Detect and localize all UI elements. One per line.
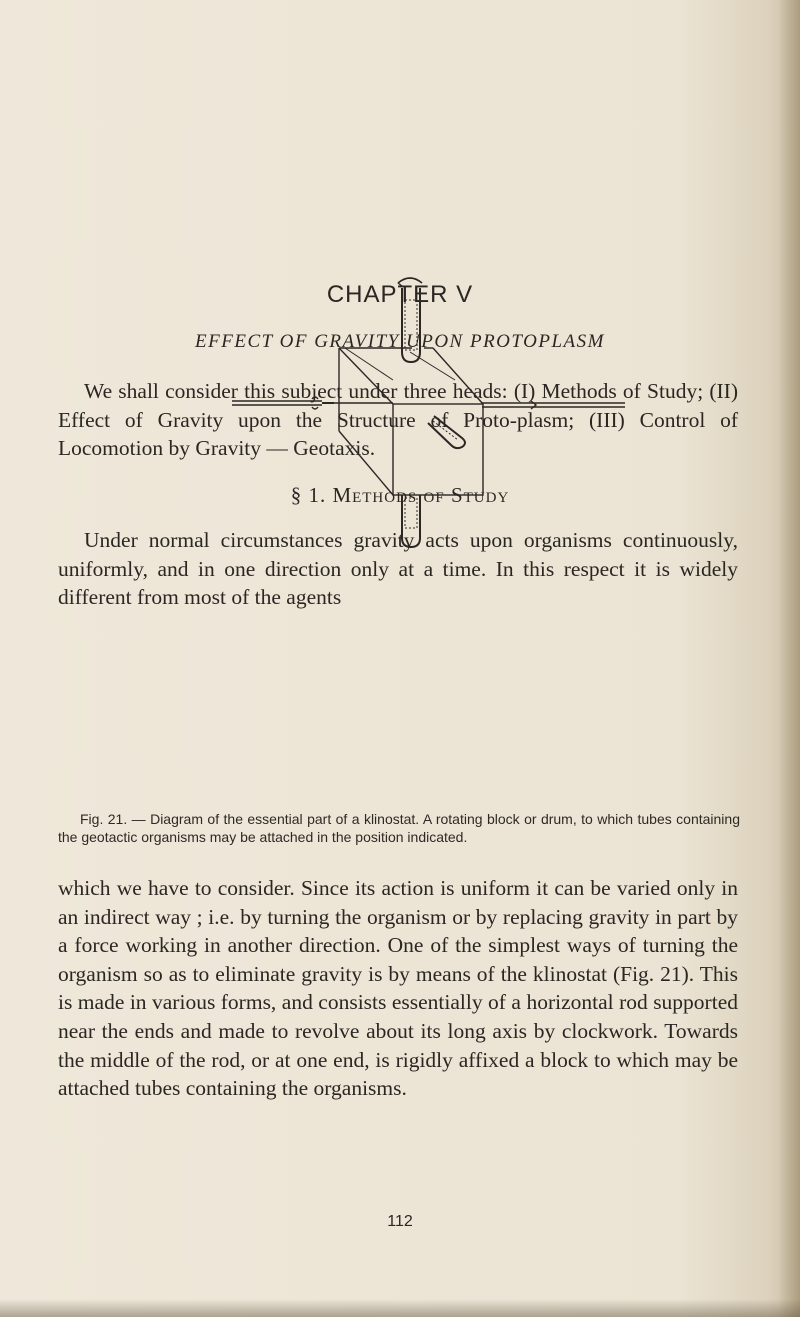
bottom-tube — [402, 495, 420, 547]
paragraph-after-figure: which we have to consider. Since its action is uniform it can be varied only in an indirect way ; i.e. by turning the organism or by replacing gravity in part by a force working in another direction. One of the simplest ways of turning the organism so as to eliminate gravity is by means of the klinostat (Fig. 21). This is made in various forms, and consists essentially of a horizontal rod supported near the ends and made to revolve about its long axis by clockwork. Towards the middle of the rod, or at one end, is rigidly affixed a block to which may be attached tubes containing the organisms. — [58, 876, 738, 1101]
intro-paragraph: We shall consider this subject under three heads: (I) Methods of Study; (II) Effect of Gravity upon the Structure of Proto-plasm; (III) Control of Locomotion by Gravity — Geotaxis. — [58, 379, 738, 460]
rotating-block — [330, 348, 483, 495]
page-number: 112 — [387, 1213, 413, 1230]
paragraph-before-figure: Under normal circumstances gravity acts upon organisms continuously, uniformly, and in one direction only at a time. In this respect it is widely different from most of the agents — [58, 528, 738, 609]
top-tube — [398, 278, 422, 362]
figure-caption: Fig. 21. — Diagram of the essential part of a klinostat. A rotating block or drum, to which tubes containing the geotactic organisms may be attached in the position indicated. — [58, 811, 740, 845]
tilted-tube — [428, 416, 465, 448]
section-heading: § 1. Methods of Study — [290, 483, 510, 507]
chapter-title: EFFECT OF GRAVITY UPON PROTOPLASM — [195, 331, 605, 352]
rod-left — [232, 397, 334, 409]
rod-right — [482, 401, 625, 409]
chapter-heading: CHAPTER V — [326, 281, 474, 308]
